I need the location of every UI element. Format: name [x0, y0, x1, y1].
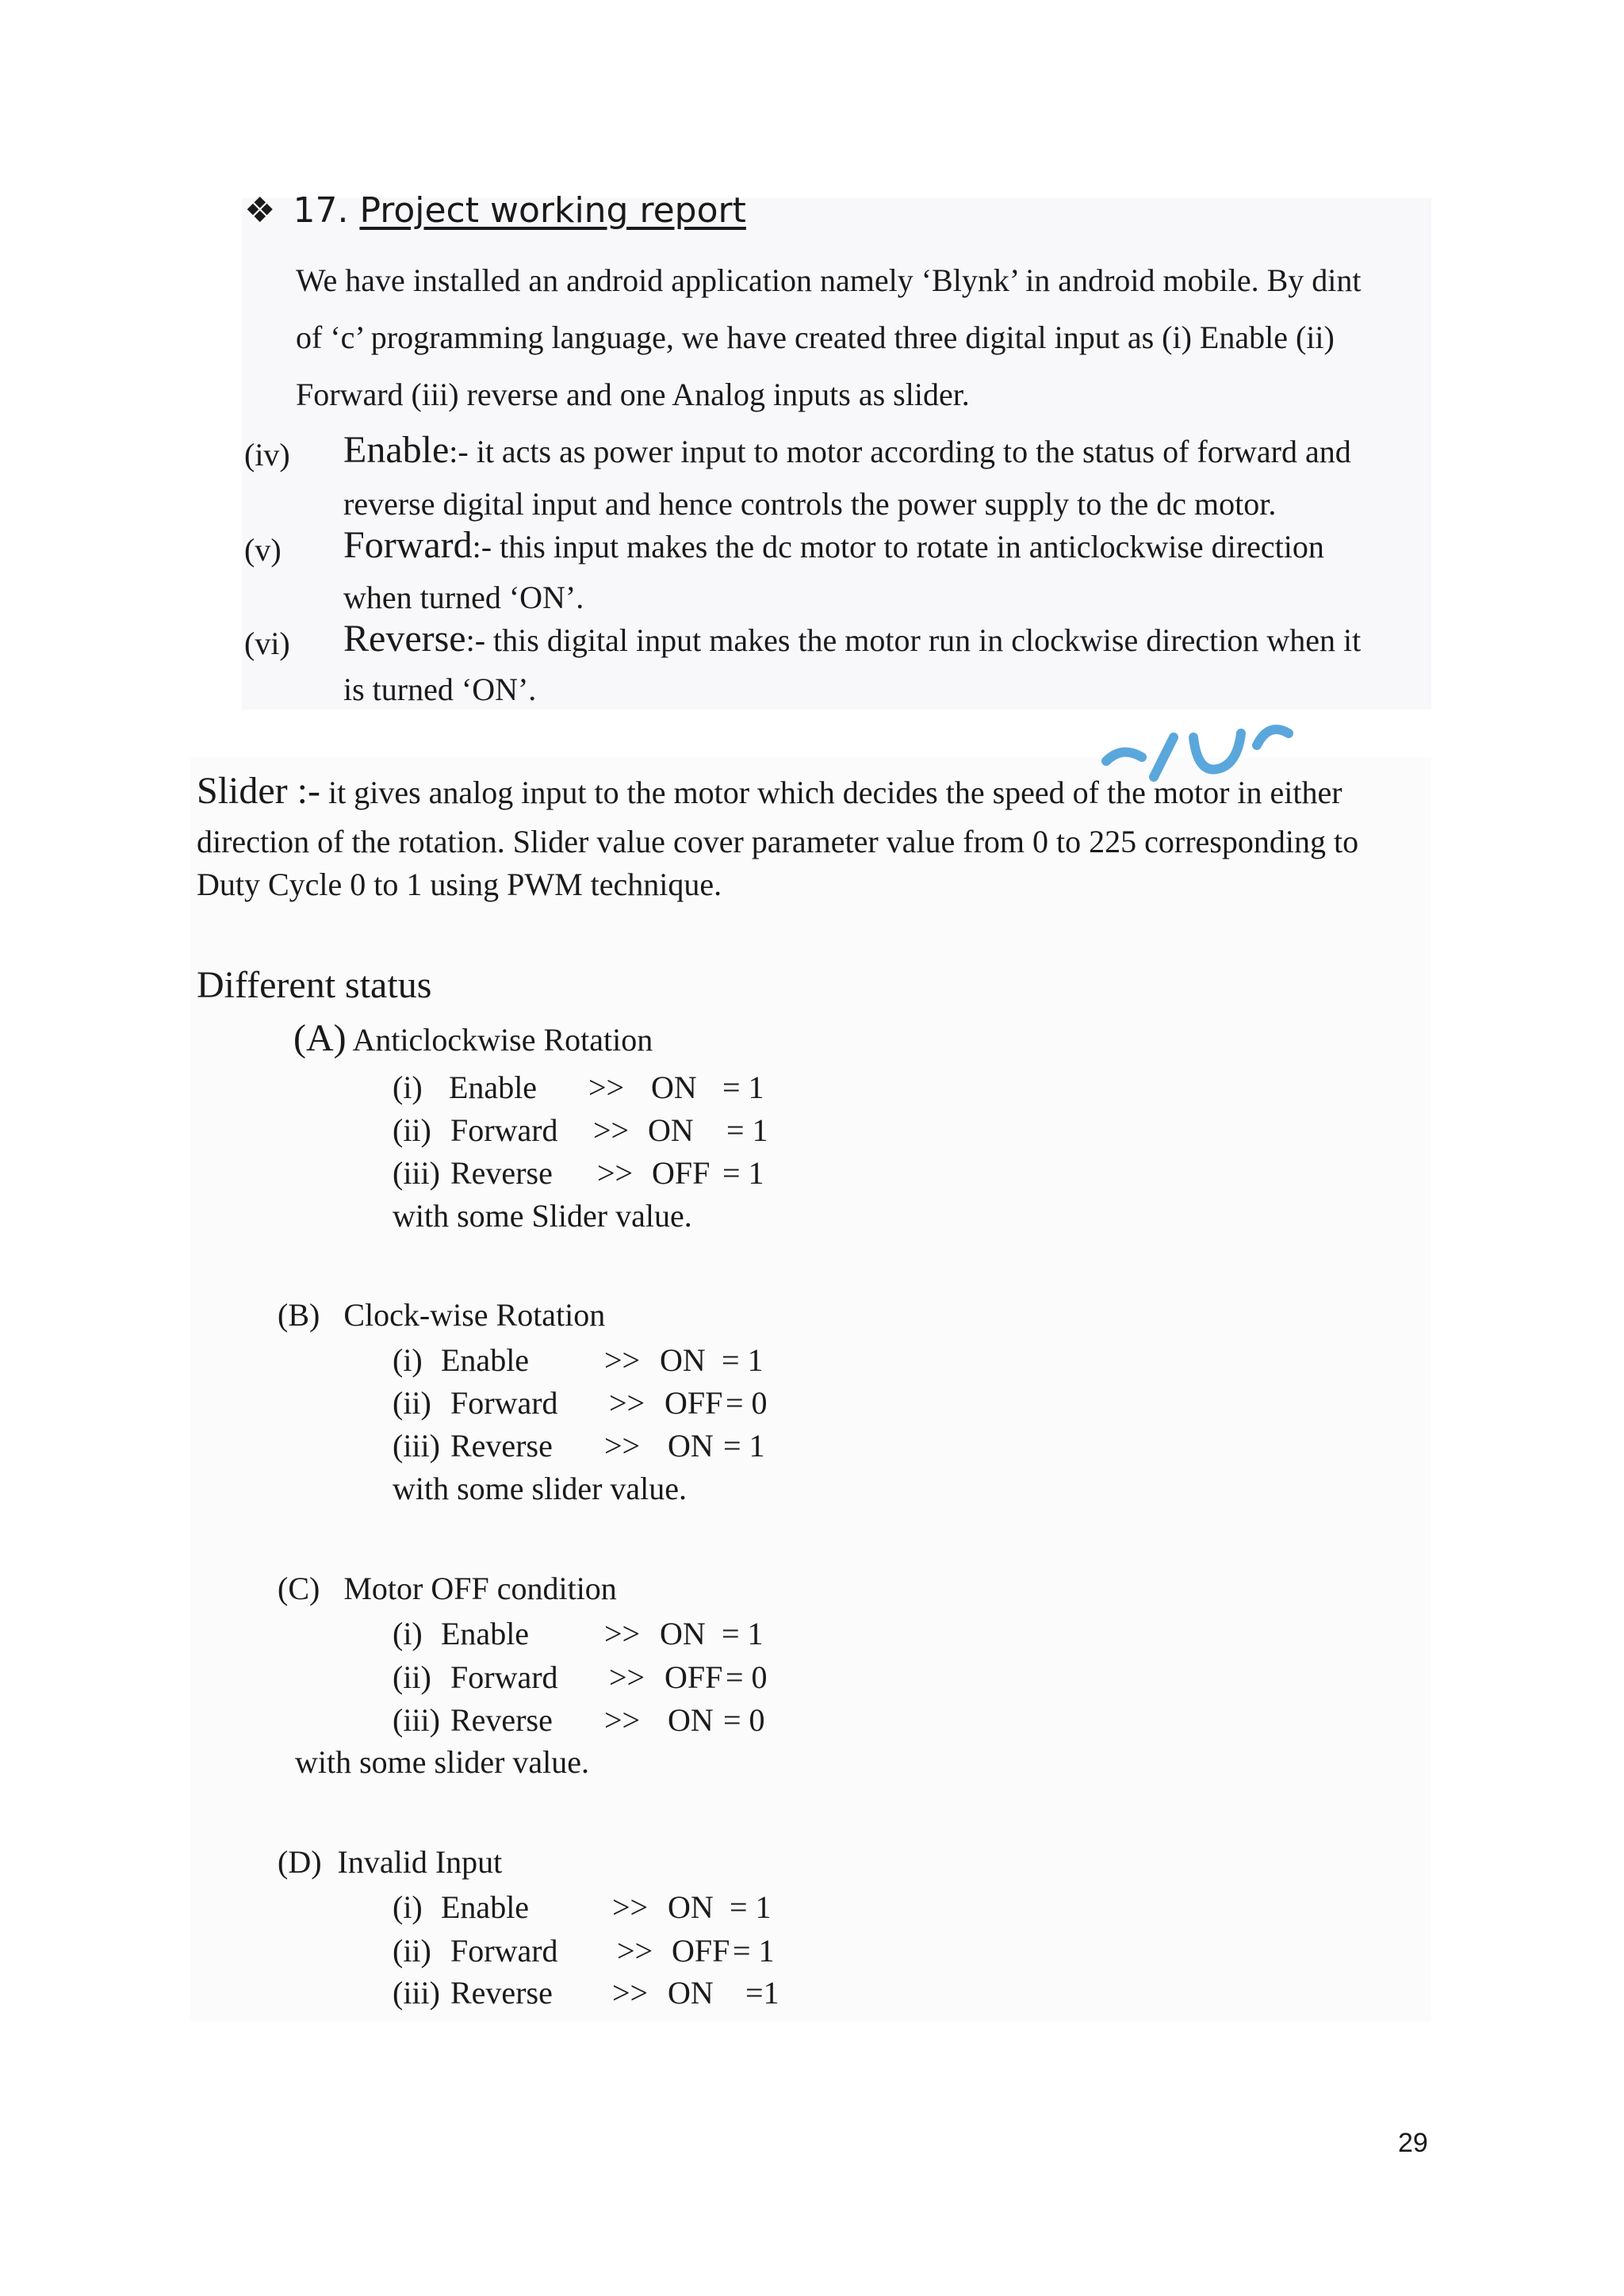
- row-value: = 1: [722, 1155, 764, 1191]
- row-state: OFF: [665, 1385, 723, 1421]
- slider-paragraph-line-1: [197, 769, 1342, 813]
- status-letter: (A): [293, 1017, 347, 1059]
- row-value: =1: [745, 1975, 779, 2011]
- status-a-heading: [293, 1016, 653, 1060]
- row-arrow: >>: [604, 1342, 641, 1378]
- row-value: = 1: [723, 1428, 765, 1464]
- status-letter: (D): [278, 1844, 322, 1880]
- row-num: (iii): [393, 1702, 440, 1738]
- row-value: = 1: [730, 1889, 772, 1925]
- intro-line-3: Forward (iii) reverse and one Analog inputs as slider.: [296, 377, 970, 412]
- row-num: (ii): [393, 1659, 431, 1695]
- diamond-bullet-icon: ❖: [244, 190, 276, 231]
- row-num: (iii): [393, 1975, 440, 2011]
- row-value: = 0: [726, 1385, 768, 1421]
- input-term: Enable: [343, 429, 450, 471]
- row-num: (iii): [393, 1428, 440, 1464]
- row-num: (ii): [393, 1933, 431, 1969]
- row-arrow: >>: [612, 1889, 649, 1925]
- row-num: (i): [393, 1070, 423, 1105]
- input-description: [343, 617, 1361, 660]
- status-title: Clock-wise Rotation: [343, 1297, 606, 1333]
- row-state: ON: [660, 1616, 706, 1651]
- input-line-2: reverse digital input and hence controls the power supply to the dc motor.: [343, 486, 1277, 522]
- slider-term: Slider :-: [197, 770, 320, 812]
- slider-paragraph-line-3: Duty Cycle 0 to 1 using PWM technique.: [197, 867, 722, 902]
- row-state: ON: [668, 1428, 714, 1464]
- input-number: (v): [244, 532, 282, 568]
- intro-line-1: We have installed an android application namely ‘Blynk’ in android mobile. By dint: [296, 262, 1362, 298]
- row-arrow: >>: [588, 1070, 625, 1105]
- input-description: [343, 523, 1324, 567]
- status-b-heading: [278, 1296, 605, 1334]
- status-title: Anticlockwise Rotation: [352, 1022, 653, 1058]
- row-num: (i): [393, 1342, 423, 1378]
- page-number: 29: [1398, 2128, 1428, 2158]
- row-arrow: >>: [604, 1428, 641, 1464]
- row-value: = 1: [733, 1933, 775, 1969]
- input-line-1: :- this digital input makes the motor run in clockwise direction when it: [465, 622, 1362, 658]
- row-value: = 1: [726, 1112, 768, 1148]
- row-arrow: >>: [612, 1975, 649, 2011]
- row-state: OFF: [652, 1155, 710, 1191]
- status-note: with some slider value.: [393, 1471, 688, 1506]
- input-number: (vi): [244, 626, 290, 661]
- row-state: ON: [668, 1889, 714, 1925]
- section-heading: [244, 190, 746, 231]
- row-value: = 1: [722, 1616, 764, 1651]
- status-heading: Different status: [197, 964, 432, 1006]
- row-num: (iii): [393, 1155, 440, 1191]
- status-c-heading: [278, 1570, 617, 1607]
- row-value: = 1: [722, 1342, 764, 1378]
- row-num: (ii): [393, 1112, 431, 1148]
- row-name: Reverse: [450, 1702, 553, 1738]
- status-title: Motor OFF condition: [343, 1571, 617, 1606]
- row-name: Enable: [441, 1616, 530, 1651]
- row-arrow: >>: [604, 1702, 641, 1738]
- status-row: [393, 1069, 423, 1106]
- row-name: Forward: [450, 1385, 558, 1421]
- row-arrow: >>: [597, 1155, 634, 1191]
- row-arrow: >>: [617, 1933, 653, 1969]
- row-name: Forward: [450, 1659, 558, 1695]
- row-state: ON: [660, 1342, 706, 1378]
- row-name: Forward: [450, 1112, 558, 1148]
- status-title: Invalid Input: [337, 1844, 503, 1880]
- row-value: = 0: [726, 1659, 768, 1695]
- section-title: Project working report: [359, 190, 746, 231]
- input-term: Forward: [343, 524, 473, 566]
- row-name: Forward: [450, 1933, 558, 1969]
- row-arrow: >>: [604, 1616, 641, 1651]
- input-line-2: when turned ‘ON’.: [343, 580, 584, 615]
- input-line-2: is turned ‘ON’.: [343, 672, 537, 707]
- row-state: OFF: [672, 1933, 730, 1969]
- row-num: (i): [393, 1616, 423, 1651]
- row-arrow: >>: [609, 1385, 645, 1421]
- intro-line-2: of ‘c’ programming language, we have created three digital input as (i) Enable (ii): [296, 320, 1335, 355]
- row-name: Reverse: [450, 1155, 553, 1191]
- row-num: (ii): [393, 1385, 431, 1421]
- row-name: Enable: [441, 1342, 530, 1378]
- row-arrow: >>: [609, 1659, 645, 1695]
- row-arrow: >>: [593, 1112, 630, 1148]
- status-d-heading: [278, 1843, 502, 1881]
- row-name: Enable: [441, 1889, 530, 1925]
- status-note: with some Slider value.: [393, 1198, 692, 1234]
- status-letter: (B): [278, 1297, 320, 1333]
- row-value: = 0: [723, 1702, 765, 1738]
- slider-text-1: it gives analog input to the motor which decides the speed of the motor in either: [320, 775, 1342, 810]
- row-name: Reverse: [450, 1428, 553, 1464]
- status-note: with some slider value.: [295, 1744, 590, 1780]
- row-state: ON: [648, 1112, 694, 1148]
- input-description: [343, 428, 1351, 472]
- input-term: Reverse: [343, 618, 466, 660]
- row-state: ON: [668, 1702, 714, 1738]
- status-letter: (C): [278, 1571, 320, 1606]
- section-number: 17.: [293, 190, 349, 231]
- scan-shade-body: [190, 757, 1431, 2022]
- slider-paragraph-line-2: direction of the rotation. Slider value cover parameter value from 0 to 225 corresponding to: [197, 824, 1359, 859]
- row-name: Enable: [449, 1070, 538, 1105]
- row-name: Reverse: [450, 1975, 553, 2011]
- row-state: ON: [668, 1975, 714, 2011]
- row-state: OFF: [665, 1659, 723, 1695]
- input-line-1: :- this input makes the dc motor to rotate in anticlockwise direction: [472, 529, 1324, 564]
- input-number: (iv): [244, 437, 290, 473]
- row-state: ON: [651, 1070, 697, 1105]
- input-line-1: :- it acts as power input to motor according to the status of forward and: [449, 434, 1351, 469]
- row-num: (i): [393, 1889, 423, 1925]
- row-value: = 1: [722, 1070, 764, 1105]
